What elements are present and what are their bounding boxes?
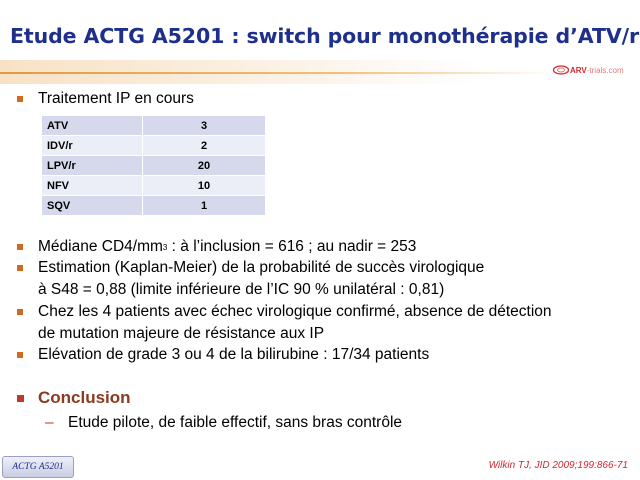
bullet-marker (17, 96, 23, 102)
bullet-marker (17, 265, 23, 271)
conclusion-item: Etude pilote, de faible effectif, sans bras contrôle (68, 414, 403, 431)
citation: Wilkin TJ, JID 2009;199:866-71 (488, 460, 628, 471)
conclusion-bullet-marker (17, 395, 24, 402)
drug-cell: SQV (42, 196, 143, 216)
logo-swirl-icon (552, 64, 570, 76)
bullet-virologic-failure-line1: Chez les 4 patients avec échec virologique confirmé, absence de détection (38, 303, 552, 320)
count-cell: 10 (143, 176, 266, 196)
conclusion-heading: Conclusion (38, 388, 131, 407)
drug-cell: ATV (42, 116, 143, 136)
bullet-kaplan-meier-line2: à S48 = 0,88 (limite inférieure de l’IC 90 % unilatéral : 0,81) (38, 281, 445, 298)
bullet-treatment-ip: Traitement IP en cours (38, 90, 194, 107)
drug-cell: LPV/r (42, 156, 143, 176)
bullet-bilirubin: Elévation de grade 3 ou 4 de la bilirubine : 17/34 patients (38, 346, 430, 363)
study-badge: ACTG A5201 (2, 456, 74, 478)
table-row (42, 176, 266, 196)
count-cell: 20 (143, 156, 266, 176)
bullet-marker (17, 244, 23, 250)
table-row (42, 136, 266, 156)
table-row (42, 156, 266, 176)
ip-treatment-table (41, 115, 266, 216)
bullet-kaplan-meier-line1: Estimation (Kaplan-Meier) de la probabilité de succès virologique (38, 259, 485, 276)
conclusion-dash: – (45, 414, 54, 431)
bullet-marker (17, 352, 23, 358)
drug-cell: NFV (42, 176, 143, 196)
bullet-virologic-failure-line2: de mutation majeure de résistance aux IP (38, 325, 325, 342)
header-divider (0, 72, 560, 74)
table-row (42, 116, 266, 136)
bullet-marker (17, 309, 23, 315)
logo-text: ARV-trials.com (570, 65, 624, 75)
slide-title: Etude ACTG A5201 : switch pour monothérapie d’ATV/r (10, 24, 639, 48)
count-cell: 2 (143, 136, 266, 156)
drug-cell: IDV/r (42, 136, 143, 156)
bullet-cd4-median: Médiane $CD4/mm^3$ : à l’inclusion = 616 ; au nadir = 253 (38, 238, 417, 255)
arv-trials-logo (552, 63, 634, 77)
count-cell: 3 (143, 116, 266, 136)
table-row (42, 196, 266, 216)
count-cell: 1 (143, 196, 266, 216)
